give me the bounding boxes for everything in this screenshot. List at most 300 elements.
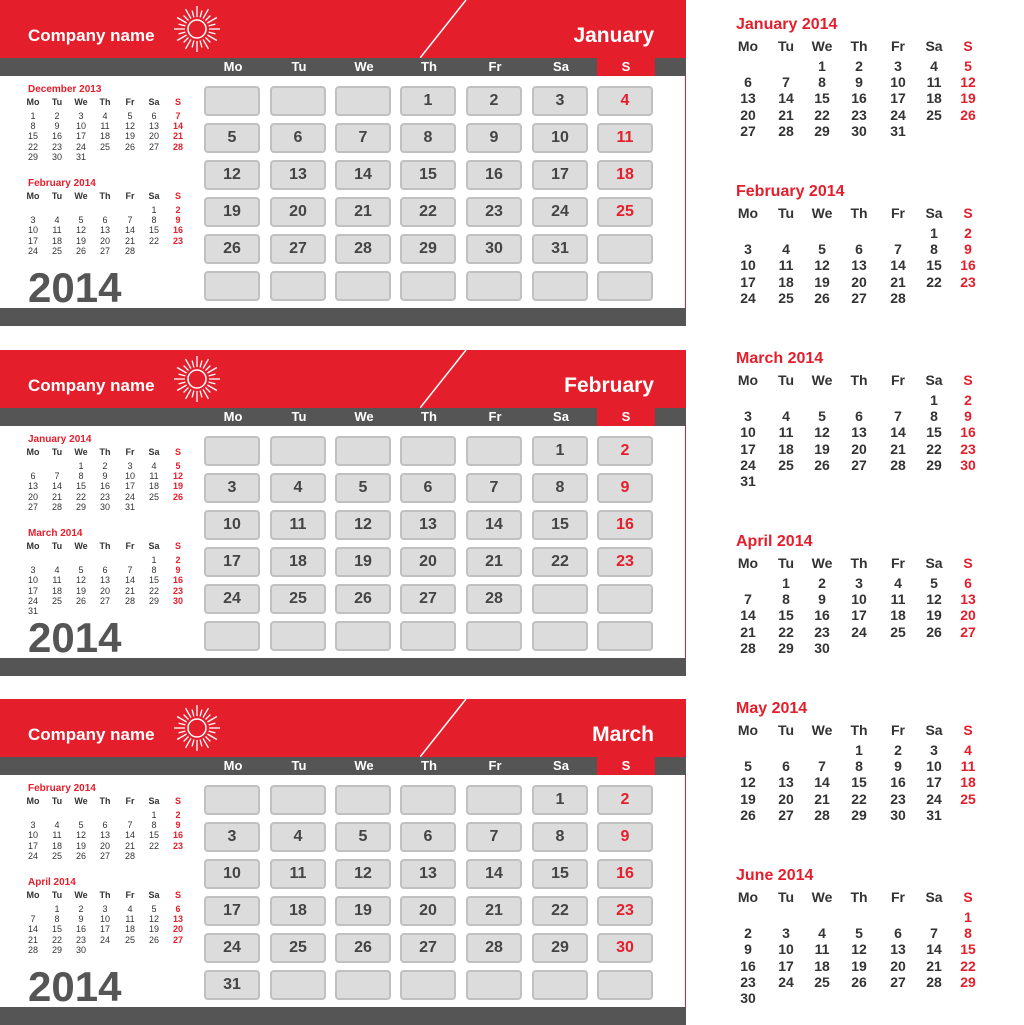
mini-weekday-label: Fr bbox=[125, 447, 135, 457]
calendar-day: 12 bbox=[814, 257, 830, 274]
mini-day: 24 bbox=[99, 934, 110, 945]
calendar-day: 20 bbox=[851, 273, 867, 290]
calendar-day: 18 bbox=[778, 273, 794, 290]
calendar-day: 20 bbox=[890, 957, 906, 974]
day-cell: 11 bbox=[270, 510, 326, 540]
weekday-label: Sa bbox=[553, 59, 569, 74]
mini-day: 12 bbox=[75, 575, 86, 586]
mini-weekday-label: We bbox=[74, 796, 88, 806]
day-cell: 16 bbox=[597, 510, 653, 540]
weekday-label: Tu bbox=[777, 38, 795, 54]
company-logo-icon bbox=[172, 4, 222, 54]
day-cell bbox=[204, 785, 260, 815]
day-cell: 2 bbox=[466, 86, 522, 116]
calendar-day: 3 bbox=[894, 58, 902, 74]
mini-day: 27 bbox=[99, 850, 110, 861]
mini-day: 8 bbox=[151, 215, 157, 226]
mini-day: 21 bbox=[172, 131, 183, 142]
calendar-day: 22 bbox=[814, 106, 830, 123]
mini-weekday-label: S bbox=[174, 890, 181, 900]
mini-weekday-label: Th bbox=[99, 796, 111, 806]
mini-day: 18 bbox=[99, 131, 110, 142]
weekday-label: Sa bbox=[553, 409, 569, 424]
calendar-day: 1 bbox=[930, 392, 938, 408]
calendar-day: 7 bbox=[930, 925, 938, 942]
calendar-day: 26 bbox=[814, 456, 830, 473]
calendar-day: 28 bbox=[890, 289, 906, 306]
mini-day: 31 bbox=[75, 151, 86, 162]
day-cell: 5 bbox=[335, 473, 391, 503]
weekday-label: Fr bbox=[891, 889, 905, 905]
day-cell: 21 bbox=[466, 547, 522, 577]
day-cell: 22 bbox=[532, 896, 588, 926]
mini-day: 1 bbox=[78, 461, 84, 471]
mini-day: 26 bbox=[75, 595, 86, 606]
day-cell: 28 bbox=[335, 234, 391, 264]
calendar-day: 28 bbox=[814, 806, 830, 823]
calendar-day: 7 bbox=[782, 74, 790, 91]
weekday-label: We bbox=[811, 372, 833, 388]
mini-day: 19 bbox=[148, 924, 159, 935]
mini-day: 24 bbox=[75, 141, 86, 152]
mini-day: 28 bbox=[124, 245, 135, 256]
calendar-day: 3 bbox=[744, 408, 752, 425]
mini-day: 15 bbox=[148, 225, 159, 236]
calendar-day: 18 bbox=[960, 774, 976, 791]
calendar-day: 10 bbox=[926, 758, 942, 775]
mini-day: 29 bbox=[148, 595, 159, 606]
day-cell bbox=[466, 621, 522, 651]
mini-day: 28 bbox=[27, 944, 38, 955]
mini-day: 27 bbox=[99, 595, 110, 606]
mini-day: 7 bbox=[175, 111, 181, 121]
mini-day: 13 bbox=[99, 225, 110, 236]
day-cell: 6 bbox=[400, 473, 456, 503]
calendar-day: 30 bbox=[740, 990, 756, 1006]
mini-day: 6 bbox=[30, 471, 36, 482]
day-cell bbox=[466, 970, 522, 1000]
mini-day: 27 bbox=[148, 141, 159, 152]
day-cell: 13 bbox=[270, 160, 326, 190]
mini-day: 26 bbox=[75, 850, 86, 861]
panel-border-line bbox=[685, 775, 686, 1007]
day-cell: 12 bbox=[204, 160, 260, 190]
mini-day: 2 bbox=[102, 461, 108, 471]
mini-weekday-label: Sa bbox=[148, 541, 160, 551]
day-cell: 8 bbox=[532, 822, 588, 852]
mini-calendar-title: April 2014 bbox=[28, 877, 76, 888]
mini-day: 23 bbox=[172, 235, 183, 246]
mini-weekday-label: Mo bbox=[26, 447, 40, 457]
mini-day: 10 bbox=[99, 914, 110, 925]
day-cell: 21 bbox=[466, 896, 522, 926]
calendar-day: 3 bbox=[930, 742, 938, 758]
calendar-day: 12 bbox=[740, 774, 756, 791]
calendar-day: 3 bbox=[855, 575, 863, 591]
day-cell: 26 bbox=[204, 234, 260, 264]
mini-day: 14 bbox=[124, 575, 135, 586]
calendar-day: 14 bbox=[778, 90, 794, 107]
panel-border-line bbox=[685, 426, 686, 658]
mini-day: 12 bbox=[172, 471, 183, 482]
mini-day: 3 bbox=[102, 904, 108, 914]
day-cell: 5 bbox=[204, 123, 260, 153]
day-cell: 20 bbox=[400, 896, 456, 926]
calendar-day: 16 bbox=[960, 257, 976, 274]
mini-weekday-label: Mo bbox=[26, 796, 40, 806]
day-cell: 17 bbox=[204, 547, 260, 577]
calendar-day: 25 bbox=[778, 456, 794, 473]
calendar-day: 22 bbox=[778, 623, 794, 640]
weekday-label: S bbox=[963, 372, 973, 388]
calendar-day: 17 bbox=[778, 957, 794, 974]
mini-day: 14 bbox=[51, 481, 62, 492]
mini-day: 14 bbox=[27, 924, 38, 935]
calendar-day: 19 bbox=[960, 90, 976, 107]
calendar-day: 1 bbox=[818, 58, 826, 74]
day-cell: 7 bbox=[466, 473, 522, 503]
mini-calendar-title: December 2013 bbox=[28, 84, 102, 95]
calendar-title: April 2014 bbox=[736, 533, 813, 550]
weekday-label: S bbox=[963, 722, 973, 738]
calendar-day: 3 bbox=[782, 925, 790, 942]
calendar-day: 16 bbox=[851, 90, 867, 107]
day-cell: 25 bbox=[270, 584, 326, 614]
day-cell: 14 bbox=[466, 859, 522, 889]
calendar-day: 26 bbox=[740, 806, 756, 823]
calendar-title: May 2014 bbox=[736, 700, 808, 717]
weekday-label: Mo bbox=[737, 555, 759, 571]
company-logo-icon bbox=[172, 703, 222, 753]
calendar-day: 19 bbox=[926, 607, 942, 624]
mini-day: 6 bbox=[102, 565, 108, 576]
day-cell: 11 bbox=[597, 123, 653, 153]
mini-day: 10 bbox=[124, 471, 135, 482]
weekday-label: Tu bbox=[291, 758, 307, 773]
mini-day: 24 bbox=[124, 491, 135, 502]
day-cell bbox=[270, 785, 326, 815]
day-cell bbox=[335, 86, 391, 116]
weekday-label: S bbox=[597, 58, 655, 76]
mini-weekday-label: We bbox=[74, 541, 88, 551]
calendar-day: 31 bbox=[926, 806, 942, 823]
day-cell bbox=[466, 436, 522, 466]
mini-day: 17 bbox=[27, 235, 38, 246]
mini-weekday-label: S bbox=[174, 796, 181, 806]
day-cell: 19 bbox=[335, 547, 391, 577]
day-cell: 3 bbox=[532, 86, 588, 116]
mini-day: 27 bbox=[27, 501, 38, 512]
header-diagonal-line bbox=[420, 699, 470, 757]
calendar-day: 3 bbox=[744, 241, 752, 258]
calendar-day: 14 bbox=[926, 941, 942, 958]
mini-day: 17 bbox=[99, 924, 110, 935]
calendar-day: 6 bbox=[855, 408, 863, 425]
mini-weekday-label: Th bbox=[99, 890, 111, 900]
mini-day: 4 bbox=[54, 215, 60, 226]
mini-day: 2 bbox=[175, 810, 181, 820]
mini-day: 16 bbox=[172, 575, 183, 586]
day-cell bbox=[597, 271, 653, 301]
calendar-day: 8 bbox=[782, 591, 790, 608]
mini-day: 11 bbox=[52, 830, 62, 841]
calendar-day: 1 bbox=[930, 225, 938, 241]
mini-weekday-label: Th bbox=[99, 97, 111, 107]
weekday-label: Th bbox=[850, 205, 868, 221]
day-cell: 29 bbox=[400, 234, 456, 264]
mini-day: 15 bbox=[148, 830, 159, 841]
calendar-day: 23 bbox=[740, 973, 756, 990]
mini-weekday-label: Fr bbox=[125, 97, 135, 107]
calendar-day: 15 bbox=[960, 941, 976, 958]
mini-weekday-label: Mo bbox=[26, 191, 40, 201]
calendar-day: 20 bbox=[740, 106, 756, 123]
day-cell: 27 bbox=[400, 584, 456, 614]
day-cell: 28 bbox=[466, 584, 522, 614]
calendar-day: 5 bbox=[964, 58, 972, 74]
calendar-day: 8 bbox=[818, 74, 826, 91]
calendar-day: 1 bbox=[964, 909, 972, 925]
calendar-day: 23 bbox=[960, 440, 976, 457]
mini-day: 25 bbox=[148, 491, 159, 502]
calendar-day: 30 bbox=[890, 806, 906, 823]
calendar-day: 1 bbox=[782, 575, 790, 591]
mini-day: 2 bbox=[175, 555, 181, 565]
mini-day: 4 bbox=[102, 111, 108, 121]
mini-weekday-label: We bbox=[74, 191, 88, 201]
calendar-day: 27 bbox=[890, 973, 906, 990]
calendar-day: 26 bbox=[926, 623, 942, 640]
mini-day: 23 bbox=[172, 840, 183, 851]
month-panel-march bbox=[0, 699, 686, 1025]
calendar-day: 23 bbox=[960, 273, 976, 290]
weekday-label: We bbox=[354, 758, 374, 773]
mini-day: 23 bbox=[172, 585, 183, 596]
calendar-day: 27 bbox=[960, 623, 976, 640]
day-cell bbox=[335, 271, 391, 301]
day-cell: 3 bbox=[204, 473, 260, 503]
mini-day: 19 bbox=[75, 235, 86, 246]
mini-day: 8 bbox=[54, 914, 60, 925]
calendar-day: 10 bbox=[851, 591, 867, 608]
day-cell: 2 bbox=[597, 785, 653, 815]
day-cell: 24 bbox=[204, 933, 260, 963]
mini-day: 22 bbox=[75, 491, 86, 502]
calendar-day: 12 bbox=[851, 941, 867, 958]
mini-weekday-label: Tu bbox=[51, 447, 63, 457]
calendar-day: 2 bbox=[964, 225, 972, 241]
weekday-label: S bbox=[963, 555, 973, 571]
calendar-day: 18 bbox=[814, 957, 830, 974]
mini-weekday-label: Tu bbox=[51, 890, 63, 900]
mini-day: 18 bbox=[124, 924, 135, 935]
mini-day: 22 bbox=[51, 934, 62, 945]
mini-day: 6 bbox=[175, 904, 181, 914]
weekday-label: Fr bbox=[891, 555, 905, 571]
mini-day: 5 bbox=[78, 215, 84, 226]
calendar-day: 13 bbox=[851, 424, 867, 441]
calendar-day: 23 bbox=[851, 106, 867, 123]
day-cell: 24 bbox=[532, 197, 588, 227]
mini-day: 21 bbox=[124, 840, 135, 851]
calendar-day: 29 bbox=[960, 973, 976, 990]
calendar-day: 12 bbox=[960, 74, 976, 91]
day-cell: 6 bbox=[270, 123, 326, 153]
day-cell: 26 bbox=[335, 933, 391, 963]
day-cell: 9 bbox=[466, 123, 522, 153]
day-cell: 15 bbox=[532, 510, 588, 540]
mini-day: 5 bbox=[78, 820, 84, 831]
day-cell: 9 bbox=[597, 822, 653, 852]
mini-weekday-label: S bbox=[174, 97, 181, 107]
calendar-day: 12 bbox=[814, 424, 830, 441]
day-cell bbox=[204, 271, 260, 301]
mini-day: 22 bbox=[148, 585, 159, 596]
day-cell: 16 bbox=[597, 859, 653, 889]
calendar-day: 6 bbox=[894, 925, 902, 942]
mini-day: 17 bbox=[75, 131, 86, 142]
calendar-day: 23 bbox=[814, 623, 830, 640]
mini-day: 4 bbox=[151, 461, 157, 471]
weekday-header-bar bbox=[0, 757, 686, 775]
day-cell bbox=[400, 271, 456, 301]
day-cell: 2 bbox=[597, 436, 653, 466]
day-cell: 15 bbox=[532, 859, 588, 889]
weekday-label: Tu bbox=[777, 372, 795, 388]
weekday-label: Fr bbox=[891, 205, 905, 221]
calendar-day: 17 bbox=[890, 90, 906, 107]
weekday-label: Fr bbox=[891, 372, 905, 388]
calendar-day: 22 bbox=[960, 957, 976, 974]
calendar-day: 11 bbox=[926, 74, 942, 91]
mini-day: 3 bbox=[127, 461, 133, 471]
mini-day: 16 bbox=[75, 924, 86, 935]
mini-day: 29 bbox=[27, 151, 38, 162]
calendar-day: 29 bbox=[926, 456, 942, 473]
calendar-day: 15 bbox=[926, 257, 942, 274]
day-cell bbox=[400, 436, 456, 466]
header-diagonal-line bbox=[420, 350, 470, 408]
mini-day: 11 bbox=[149, 471, 159, 482]
mini-day: 25 bbox=[99, 141, 110, 152]
weekday-label: Sa bbox=[925, 555, 943, 571]
calendar-day: 16 bbox=[960, 424, 976, 441]
month-panel-february bbox=[0, 350, 686, 676]
calendar-day: 4 bbox=[818, 925, 826, 942]
calendar-day: 16 bbox=[890, 774, 906, 791]
mini-day: 6 bbox=[102, 215, 108, 226]
calendar-day: 10 bbox=[778, 941, 794, 958]
day-cell: 17 bbox=[204, 896, 260, 926]
calendar-day: 18 bbox=[926, 90, 942, 107]
day-cell bbox=[532, 271, 588, 301]
mini-day: 6 bbox=[151, 111, 157, 121]
mini-day: 25 bbox=[51, 245, 62, 256]
day-cell: 25 bbox=[270, 933, 326, 963]
company-name: Company name bbox=[28, 376, 155, 395]
weekday-label: Tu bbox=[291, 409, 307, 424]
day-cell: 18 bbox=[270, 896, 326, 926]
calendar-day: 4 bbox=[964, 742, 972, 758]
calendar-day: 28 bbox=[778, 122, 794, 139]
calendar-day: 24 bbox=[778, 973, 794, 990]
day-cell: 22 bbox=[532, 547, 588, 577]
day-cell: 18 bbox=[597, 160, 653, 190]
year-label: 2014 bbox=[28, 614, 122, 661]
day-cell: 25 bbox=[597, 197, 653, 227]
calendar-day: 8 bbox=[930, 408, 938, 425]
mini-weekday-label: We bbox=[74, 97, 88, 107]
calendar-day: 30 bbox=[814, 639, 830, 656]
weekday-header-bar bbox=[0, 408, 686, 426]
mini-weekday-label: Th bbox=[99, 191, 111, 201]
mini-day: 28 bbox=[124, 595, 135, 606]
mini-day: 15 bbox=[27, 131, 38, 142]
mini-day: 7 bbox=[127, 215, 133, 226]
day-cell bbox=[532, 584, 588, 614]
day-cell: 10 bbox=[532, 123, 588, 153]
mini-day: 25 bbox=[51, 850, 62, 861]
month-name: January bbox=[573, 24, 654, 47]
mini-weekday-label: Fr bbox=[125, 796, 135, 806]
calendar-day: 9 bbox=[818, 591, 826, 608]
calendar-day: 21 bbox=[814, 790, 830, 807]
calendar-day: 9 bbox=[894, 758, 902, 775]
day-cell bbox=[532, 621, 588, 651]
mini-day: 16 bbox=[51, 131, 62, 142]
calendar-title: February 2014 bbox=[736, 183, 845, 200]
day-cell: 9 bbox=[597, 473, 653, 503]
mini-day: 11 bbox=[52, 225, 62, 236]
day-cell: 1 bbox=[400, 86, 456, 116]
calendar-day: 22 bbox=[926, 273, 942, 290]
day-cell: 15 bbox=[400, 160, 456, 190]
mini-day: 26 bbox=[172, 491, 183, 502]
weekday-label: Tu bbox=[777, 889, 795, 905]
mini-day: 31 bbox=[27, 606, 38, 616]
calendar-day: 31 bbox=[890, 122, 906, 139]
calendar-day: 4 bbox=[782, 241, 790, 258]
mini-weekday-label: Tu bbox=[51, 191, 63, 201]
weekday-label: Sa bbox=[553, 758, 569, 773]
mini-day: 18 bbox=[148, 481, 159, 492]
mini-weekday-label: S bbox=[174, 447, 181, 457]
weekday-label: S bbox=[963, 889, 973, 905]
mini-day: 19 bbox=[75, 585, 86, 596]
mini-day: 24 bbox=[27, 850, 38, 861]
day-cell bbox=[400, 621, 456, 651]
calendar-day: 18 bbox=[778, 440, 794, 457]
calendar-day: 29 bbox=[851, 806, 867, 823]
mini-day: 16 bbox=[172, 830, 183, 841]
mini-day: 11 bbox=[125, 914, 135, 925]
mini-day: 13 bbox=[27, 481, 38, 492]
day-cell: 10 bbox=[204, 510, 260, 540]
mini-calendar-title: February 2014 bbox=[28, 178, 96, 189]
calendar-day: 14 bbox=[814, 774, 830, 791]
mini-day: 30 bbox=[51, 151, 62, 162]
day-cell: 23 bbox=[597, 547, 653, 577]
mini-day: 8 bbox=[151, 565, 157, 576]
calendar-title: March 2014 bbox=[736, 350, 824, 367]
day-cell bbox=[270, 86, 326, 116]
weekday-label: Tu bbox=[777, 205, 795, 221]
mini-day: 1 bbox=[30, 111, 36, 121]
weekday-label: Fr bbox=[488, 59, 502, 74]
mini-weekday-label: S bbox=[174, 541, 181, 551]
mini-weekday-label: Fr bbox=[125, 890, 135, 900]
calendar-day: 20 bbox=[851, 440, 867, 457]
